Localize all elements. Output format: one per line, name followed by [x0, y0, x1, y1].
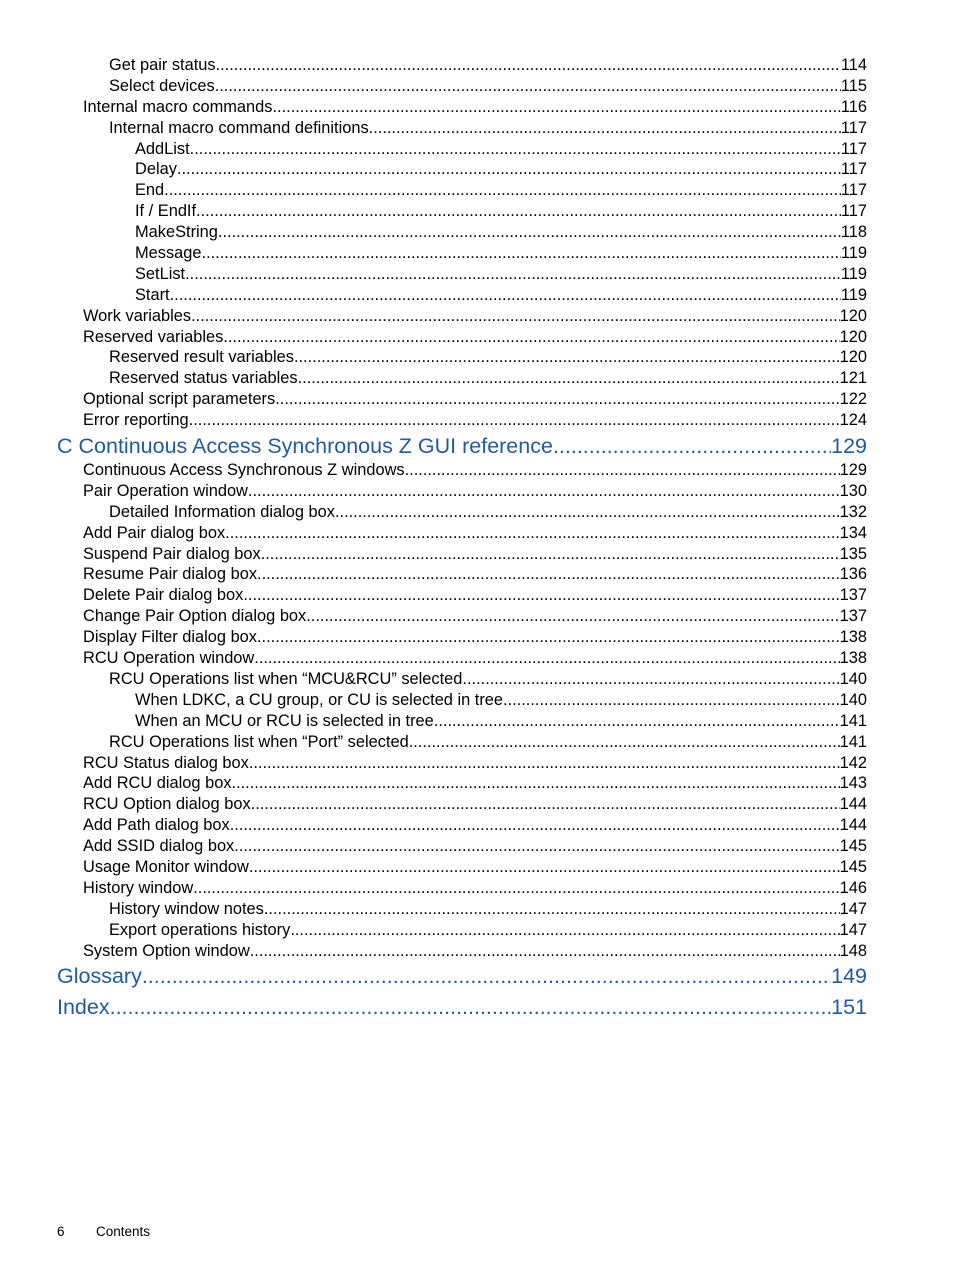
toc-entry-title: Suspend Pair dialog box: [83, 544, 261, 563]
toc-entry-page-number: 147: [839, 920, 867, 939]
toc-entry-title: Reserved variables: [83, 327, 224, 346]
dot-leader: [409, 732, 840, 753]
toc-entry-link[interactable]: [0, 368, 954, 389]
dot-leader: [335, 502, 840, 523]
toc-entry-link[interactable]: [0, 753, 954, 774]
dot-leader: [189, 410, 840, 431]
dot-leader: [250, 941, 840, 962]
dot-leader: [196, 201, 841, 222]
toc-entry-page-number: 148: [839, 941, 867, 960]
toc-entry-page-number: 117: [840, 139, 867, 158]
toc-entry-page-number: 117: [840, 181, 867, 200]
toc-entry-link[interactable]: [0, 648, 954, 669]
toc-entry-link[interactable]: [0, 899, 954, 920]
dot-leader: [193, 878, 839, 899]
dot-leader: [257, 564, 840, 585]
toc-entry-page-number: 144: [839, 795, 867, 814]
toc-entry-page-number: 136: [839, 565, 867, 584]
toc-entry-page-number: 115: [840, 76, 867, 95]
toc-entry-link[interactable]: [0, 76, 954, 97]
toc-entry-title: RCU Operations list when “Port” selected: [109, 732, 409, 751]
toc-entry-link[interactable]: [0, 201, 954, 222]
toc-entry-link[interactable]: [0, 285, 954, 306]
dot-leader: [234, 836, 839, 857]
toc-entry-page-number: 147: [839, 899, 867, 918]
toc-entry-link[interactable]: [0, 711, 954, 732]
dot-leader: [249, 857, 840, 878]
toc-entry-page-number: 140: [839, 669, 867, 688]
toc-entry-title: Internal macro command definitions: [109, 118, 369, 137]
toc-entry-page-number: 117: [840, 160, 867, 179]
toc-entry-title: Change Pair Option dialog box: [83, 607, 307, 626]
toc-entry-page-number: 114: [840, 56, 867, 74]
dot-leader: [142, 961, 831, 992]
dot-leader: [306, 606, 839, 627]
toc-entry-link[interactable]: [0, 732, 954, 753]
toc-entry-link[interactable]: [0, 544, 954, 565]
toc-entry-link[interactable]: [0, 857, 954, 878]
dot-leader: [275, 389, 839, 410]
toc-entry-page-number: 146: [839, 878, 867, 897]
toc-entry-link[interactable]: [0, 222, 954, 243]
toc-entry-page-number: 120: [839, 306, 867, 325]
toc-entry-link[interactable]: [0, 627, 954, 648]
dot-leader: [215, 76, 841, 97]
dot-leader: [232, 773, 840, 794]
toc-entry-title: End: [135, 181, 165, 200]
toc-entry-title: AddList: [135, 139, 190, 158]
dot-leader: [294, 347, 840, 368]
page-footer: [57, 1222, 150, 1242]
toc-entry-link[interactable]: [0, 690, 954, 711]
toc-entry-page-number: 116: [840, 97, 867, 116]
dot-leader: [248, 481, 840, 502]
toc-entry-page-number: 119: [840, 244, 867, 263]
toc-entry-page-number: 149: [831, 964, 867, 989]
toc-entry-page-number: 145: [839, 837, 867, 856]
table-of-contents: [0, 55, 954, 1023]
toc-entry-page-number: 141: [839, 732, 867, 751]
dot-leader: [264, 899, 840, 920]
dot-leader: [290, 920, 839, 941]
toc-entry-page-number: 122: [839, 390, 867, 409]
toc-entry-page-number: 120: [839, 348, 867, 367]
toc-entry-link[interactable]: [0, 118, 954, 139]
toc-entry-link[interactable]: [0, 347, 954, 368]
toc-entry-title: MakeString: [135, 223, 218, 242]
toc-chapter-link[interactable]: [0, 992, 954, 1023]
dot-leader: [170, 285, 841, 306]
toc-entry-title: Export operations history: [109, 920, 291, 939]
toc-entry-link[interactable]: [0, 327, 954, 348]
dot-leader: [553, 431, 831, 460]
toc-entry-link[interactable]: [0, 410, 954, 431]
toc-entry-page-number: 130: [839, 481, 867, 500]
toc-entry-link[interactable]: [0, 794, 954, 815]
toc-entry-title: Reserved status variables: [109, 369, 298, 388]
toc-entry-title: Pair Operation window: [83, 481, 248, 500]
toc-entry-title: Work variables: [83, 306, 192, 325]
dot-leader: [177, 159, 841, 180]
dot-leader: [503, 690, 840, 711]
toc-entry-link[interactable]: [0, 159, 954, 180]
toc-entry-title: Optional script parameters: [83, 390, 276, 409]
dot-leader: [216, 55, 841, 76]
toc-entry-title: System Option window: [83, 941, 250, 960]
toc-entry-title: If / EndIf: [135, 202, 197, 221]
toc-entry-title: RCU Status dialog box: [83, 753, 249, 772]
toc-entry-title: Add Pair dialog box: [83, 523, 226, 542]
dot-leader: [190, 139, 841, 160]
toc-entry-title: RCU Operation window: [83, 649, 255, 668]
toc-entry-title: Display Filter dialog box: [83, 628, 257, 647]
toc-entry-page-number: 138: [839, 649, 867, 668]
toc-entry-page-number: 134: [839, 523, 867, 542]
toc-entry-link[interactable]: [0, 878, 954, 899]
toc-entry-link[interactable]: [0, 836, 954, 857]
toc-entry-link[interactable]: [0, 523, 954, 544]
toc-entry-link[interactable]: [0, 564, 954, 585]
toc-entry-page-number: 119: [840, 264, 867, 283]
toc-entry-page-number: 143: [839, 774, 867, 793]
toc-entry-link[interactable]: [0, 502, 954, 523]
dot-leader: [405, 460, 840, 481]
toc-entry-title: Delete Pair dialog box: [83, 586, 244, 605]
toc-entry-title: Continuous Access Synchronous Z windows: [83, 461, 405, 480]
dot-leader: [243, 585, 839, 606]
toc-entry-link[interactable]: [0, 606, 954, 627]
toc-entry-title: Error reporting: [83, 411, 189, 430]
toc-entry-title: When an MCU or RCU is selected in tree: [135, 711, 434, 730]
toc-entry-page-number: 144: [839, 816, 867, 835]
toc-entry-title: Internal macro commands: [83, 97, 273, 116]
footer-section-label: Contents: [96, 1224, 151, 1239]
toc-entry-link[interactable]: [0, 815, 954, 836]
dot-leader: [434, 711, 840, 732]
toc-entry-title: History window: [83, 878, 194, 897]
toc-entry-page-number: 140: [839, 690, 867, 709]
toc-entry-page-number: 121: [839, 369, 867, 388]
toc-entry-title: RCU Operations list when “MCU&RCU” selected: [109, 669, 463, 688]
toc-entry-link[interactable]: [0, 139, 954, 160]
dot-leader: [251, 794, 840, 815]
dot-leader: [257, 627, 840, 648]
dot-leader: [191, 306, 840, 327]
dot-leader: [164, 180, 841, 201]
toc-entry-link[interactable]: [0, 585, 954, 606]
dot-leader: [202, 243, 841, 264]
toc-entry-page-number: 135: [839, 544, 867, 563]
dot-leader: [462, 669, 839, 690]
toc-entry-page-number: 117: [840, 202, 867, 221]
toc-entry-page-number: 117: [840, 118, 867, 137]
toc-entry-link[interactable]: [0, 306, 954, 327]
toc-entry-page-number: 142: [839, 753, 867, 772]
toc-entry-page-number: 129: [839, 461, 867, 480]
toc-entry-link[interactable]: [0, 97, 954, 118]
toc-entry-title: Resume Pair dialog box: [83, 565, 258, 584]
dot-leader: [298, 368, 840, 389]
toc-entry-page-number: 151: [831, 995, 867, 1020]
toc-entry-title: When LDKC, a CU group, or CU is selected in tree: [135, 690, 504, 709]
toc-entry-link[interactable]: [0, 243, 954, 264]
dot-leader: [110, 992, 832, 1023]
toc-entry-title: SetList: [135, 264, 186, 283]
dot-leader: [272, 97, 840, 118]
toc-entry-title: Usage Monitor window: [83, 857, 249, 876]
toc-entry-link[interactable]: [0, 264, 954, 285]
toc-entry-link[interactable]: [0, 941, 954, 962]
toc-entry-title: Start: [135, 285, 170, 304]
toc-entry-link[interactable]: [0, 481, 954, 502]
toc-entry-title: Message: [135, 244, 202, 263]
toc-entry-page-number: 132: [839, 502, 867, 521]
toc-entry-link[interactable]: [0, 55, 954, 76]
dot-leader: [218, 222, 841, 243]
toc-entry-page-number: 119: [840, 285, 867, 304]
toc-entry-title: Reserved result variables: [109, 348, 294, 367]
toc-entry-page-number: 118: [840, 223, 867, 242]
toc-entry-page-number: 120: [839, 327, 867, 346]
dot-leader: [254, 648, 839, 669]
dot-leader: [261, 544, 840, 565]
dot-leader: [225, 523, 839, 544]
dot-leader: [223, 327, 839, 348]
toc-entry-page-number: 137: [839, 586, 867, 605]
toc-entry-page-number: 141: [839, 711, 867, 730]
footer-page-number: 6: [57, 1224, 65, 1239]
toc-entry-title: Add Path dialog box: [83, 816, 230, 835]
toc-chapter-link[interactable]: [0, 961, 954, 992]
toc-chapter-link[interactable]: [0, 431, 954, 460]
dot-leader: [249, 753, 840, 774]
toc-entry-link[interactable]: [0, 669, 954, 690]
toc-entry-title: Detailed Information dialog box: [109, 502, 335, 521]
toc-entry-page-number: 137: [839, 607, 867, 626]
toc-entry-link[interactable]: [0, 920, 954, 941]
toc-entry-title: RCU Option dialog box: [83, 795, 251, 814]
toc-entry-title: Add SSID dialog box: [83, 837, 235, 856]
toc-entry-title: Index: [57, 995, 110, 1020]
toc-entry-title: Delay: [135, 160, 177, 179]
toc-entry-title: Select devices: [109, 76, 215, 95]
toc-entry-link[interactable]: [0, 460, 954, 481]
toc-entry-page-number: 124: [839, 411, 867, 430]
dot-leader: [230, 815, 840, 836]
toc-entry-title: Add RCU dialog box: [83, 774, 232, 793]
toc-entry-title: Glossary: [57, 964, 142, 989]
toc-entry-link[interactable]: [0, 773, 954, 794]
toc-entry-link[interactable]: [0, 180, 954, 201]
toc-entry-title: C Continuous Access Synchronous Z GUI reference: [57, 434, 553, 459]
dot-leader: [185, 264, 841, 285]
dot-leader: [369, 118, 841, 139]
toc-entry-page-number: 129: [831, 434, 867, 459]
toc-entry-page-number: 145: [839, 857, 867, 876]
toc-entry-title: Get pair status: [109, 56, 216, 74]
toc-entry-link[interactable]: [0, 389, 954, 410]
toc-entry-title: History window notes: [109, 899, 264, 918]
toc-entry-page-number: 138: [839, 628, 867, 647]
